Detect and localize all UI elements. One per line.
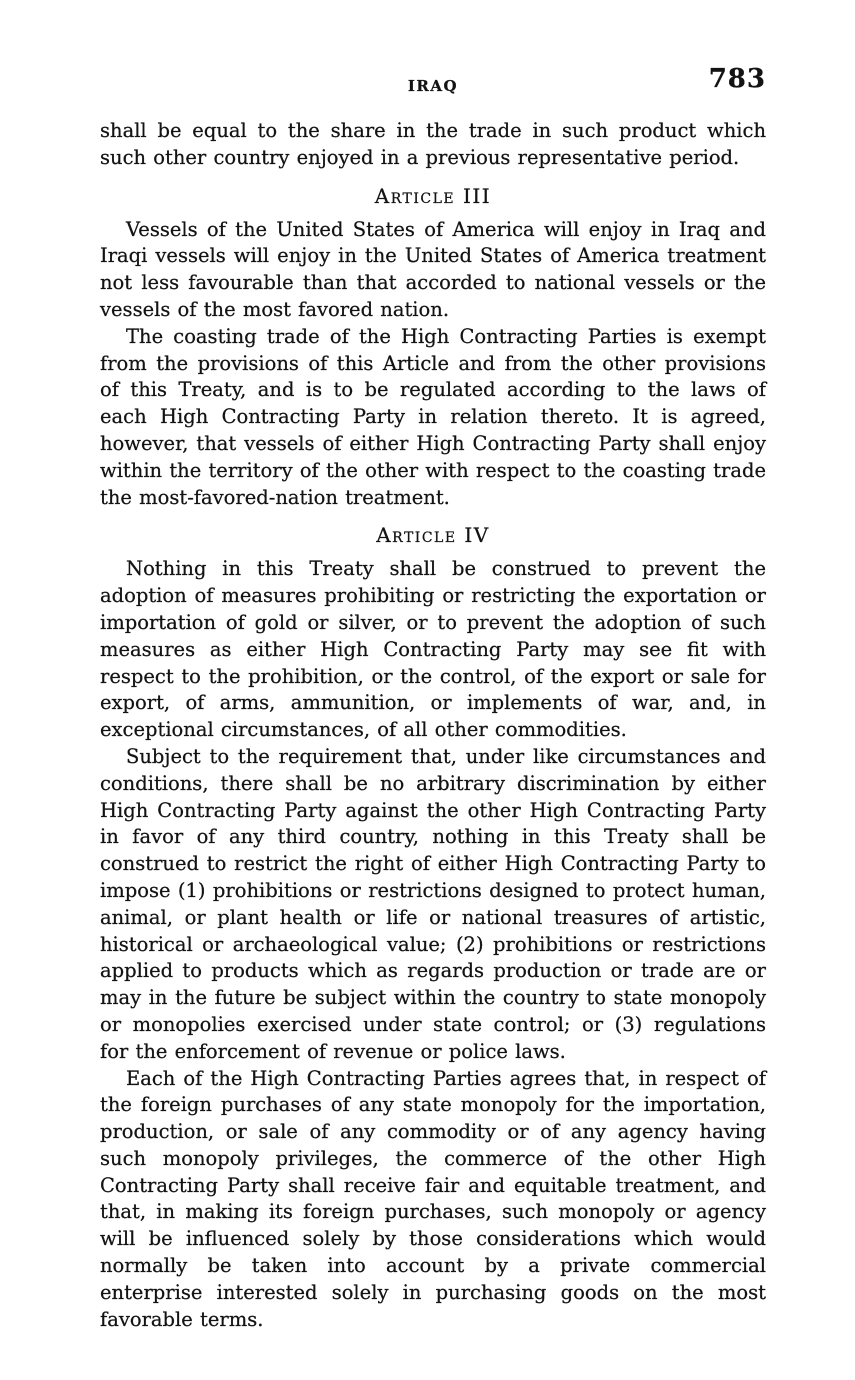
paragraph-continuation: shall be equal to the share in the trade in such product which such other country enjoyed in a previous representative period. xyxy=(100,119,766,169)
running-title: IRAQ xyxy=(407,77,459,95)
article-iii-paragraph-1: Vessels of the United States of America will enjoy in Iraq and Iraqi vessels will enjoy in the United States of America treatment not less favourable than that accorded to national vessels or the vessels of the most favored nation. xyxy=(100,217,766,321)
text-column xyxy=(100,66,766,1333)
page-header xyxy=(100,66,766,104)
article-iii-heading: Article III xyxy=(374,183,492,208)
article-iv-paragraph-1: Nothing in this Treaty shall be construed to prevent the adoption of measures prohibiting or restricting the exportation or importation of gold or silver, or to prevent the adoption of such measures as either High Contracting Party may see fit with respect to the prohibition, or the control, of the export or sale for export, of arms, ammunition, or implements of war, and, in exceptional circumstances, of all other commodities. xyxy=(100,557,766,742)
article-iii-paragraph-2: The coasting trade of the High Contracting Parties is exempt from the provisions of this Article and from the other provisions of this Treaty, and is to be regulated according to the laws of each High Contracting Party in relation thereto. It is agreed, however, that vessels of either High Contracting Party shall enjoy within the territory of the other with respect to the coasting trade the most-favored-nation treatment. xyxy=(100,324,766,509)
article-iv-paragraph-2: Subject to the requirement that, under like circumstances and conditions, there shall be no arbitrary discrimination by either High Contracting Party against the other High Contracting Party in favor of any third country, nothing in this Treaty shall be construed to restrict the right of either High Contracting Party to impose (1) prohibitions or restrictions designed to protect human, animal, or plant health or life or national treasures of artistic, historical or archaeological value; (2) prohibitions or restrictions applied to products which as regards production or trade are or may in the future be subject within the country to state monopoly or monopolies exercised under state control; or (3) regulations for the enforcement of revenue or police laws. xyxy=(100,744,766,1063)
page-number: 783 xyxy=(708,64,766,94)
article-iv-paragraph-3: Each of the High Contracting Parties agrees that, in respect of the foreign purchases of any state monopoly for the importation, production, or sale of any commodity or of any agency having such monopoly privileges, the commerce of the other High Contracting Party shall receive fair and equitable treatment, and that, in making its foreign purchases, such monopoly or agency will be influenced solely by those considerations which would normally be taken into account by a private commercial enterprise interested solely in purchasing goods on the most favorable terms. xyxy=(100,1066,766,1331)
article-iv-heading: Article IV xyxy=(376,523,490,548)
